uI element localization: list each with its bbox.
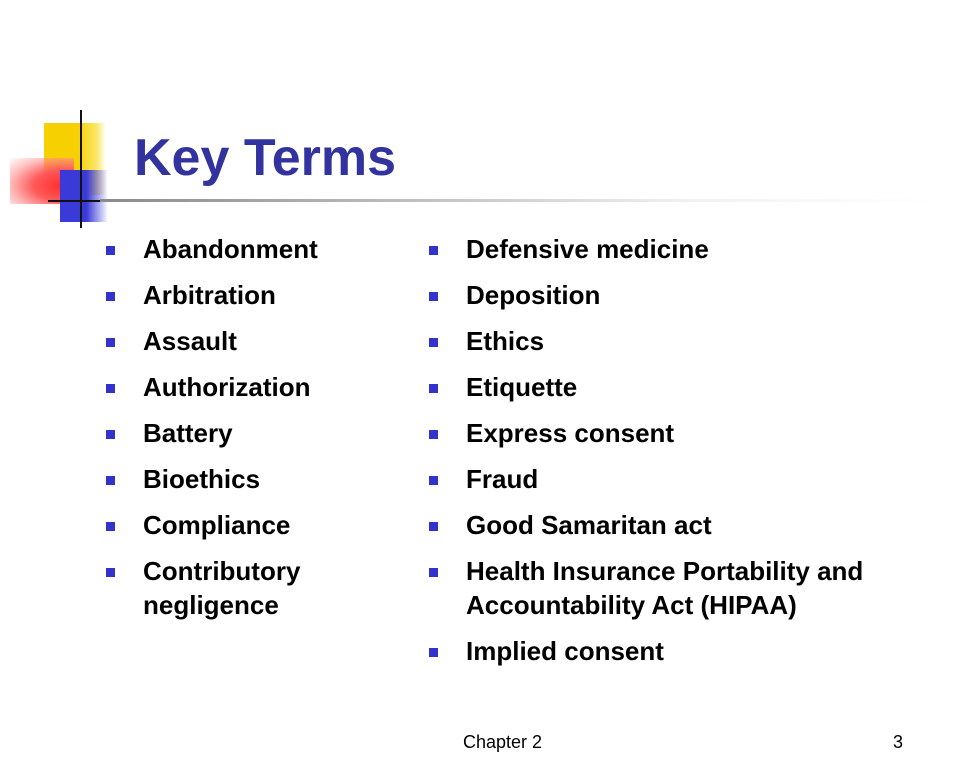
square-bullet-icon (106, 522, 115, 531)
footer-chapter: Chapter 2 (463, 732, 543, 752)
list-item (106, 278, 406, 312)
term-text: Bioethics (143, 464, 261, 494)
list-item (106, 462, 406, 496)
term-text: Assault (143, 326, 237, 356)
term-text: Defensive medicine (466, 234, 709, 264)
term-text: Fraud (466, 464, 539, 494)
square-bullet-icon (106, 246, 115, 255)
list-item (106, 554, 406, 622)
square-bullet-icon (429, 338, 438, 347)
term-text: Arbitration (143, 280, 276, 310)
list-item (429, 232, 949, 266)
slide-title: Key Terms (134, 129, 397, 187)
square-bullet-icon (429, 648, 438, 657)
square-bullet-icon (429, 292, 438, 301)
term-text: Express consent (466, 418, 675, 448)
decorative-vertical-line (80, 110, 82, 228)
list-item (429, 554, 949, 622)
square-bullet-icon (429, 384, 438, 393)
term-text: Ethics (466, 326, 545, 356)
list-item (429, 370, 949, 404)
list-item (106, 232, 406, 266)
square-bullet-icon (106, 430, 115, 439)
list-item (429, 634, 949, 668)
term-text: Contributory negligence (143, 556, 301, 620)
title-underline-rule (100, 199, 940, 202)
list-item (429, 278, 949, 312)
list-item (429, 508, 949, 542)
left-term-list (106, 232, 406, 634)
square-bullet-icon (429, 476, 438, 485)
square-bullet-icon (429, 246, 438, 255)
footer-page-number: 3 (893, 732, 904, 752)
square-bullet-icon (106, 384, 115, 393)
list-item (106, 508, 406, 542)
square-bullet-icon (429, 522, 438, 531)
term-text: Implied consent (466, 636, 664, 666)
term-text: Health Insurance Portability and Accountability Act (HIPAA) (466, 556, 864, 620)
right-term-list (429, 232, 949, 680)
list-item (429, 462, 949, 496)
term-text: Abandonment (143, 234, 318, 264)
term-text: Battery (143, 418, 233, 448)
square-bullet-icon (106, 568, 115, 577)
square-bullet-icon (429, 568, 438, 577)
list-item (429, 416, 949, 450)
list-item (106, 324, 406, 358)
square-bullet-icon (106, 292, 115, 301)
term-text: Authorization (143, 372, 311, 402)
term-text: Deposition (466, 280, 601, 310)
square-bullet-icon (429, 430, 438, 439)
term-text: Good Samaritan act (466, 510, 712, 540)
list-item (429, 324, 949, 358)
term-text: Compliance (143, 510, 291, 540)
square-bullet-icon (106, 338, 115, 347)
list-item (106, 416, 406, 450)
decorative-blue-square (60, 170, 108, 222)
term-text: Etiquette (466, 372, 578, 402)
square-bullet-icon (106, 476, 115, 485)
decorative-horizontal-line (48, 200, 108, 202)
list-item (106, 370, 406, 404)
